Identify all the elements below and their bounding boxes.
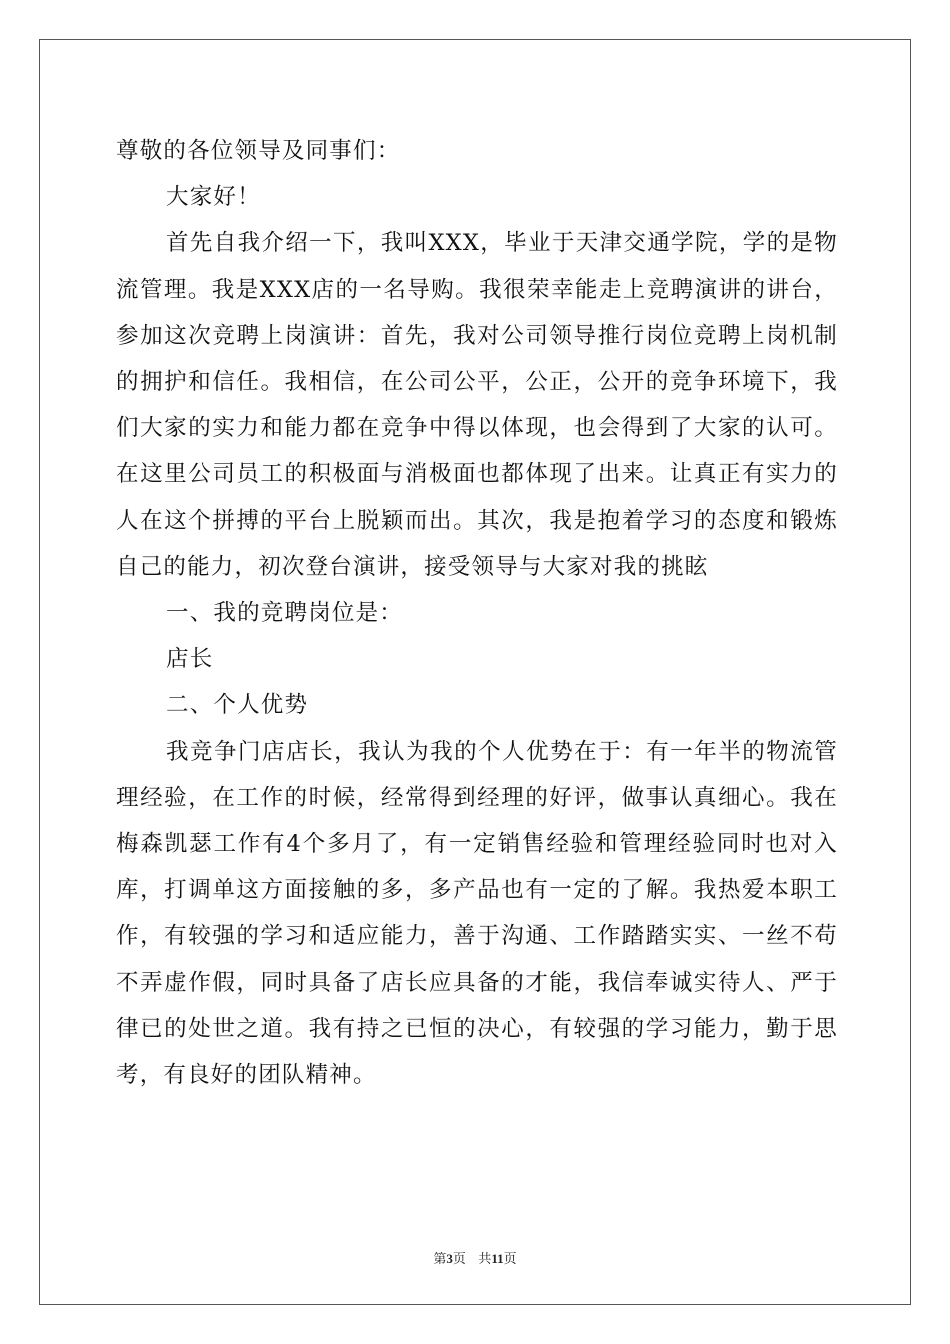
total-suffix: 页 (503, 1252, 517, 1267)
salutation: 尊敬的各位领导及同事们： (116, 138, 401, 164)
greeting: 大家好！ (166, 184, 261, 211)
advantages-paragraph: 我竞争门店店长，我认为我的个人优势在于：有一年半的物流管理经验，在工作的时候，经常得到经理的好评，做事认真细心。我在梅森凯瑟工作有4个多月了，有一定销售经验和管理经验同时也对入库，打调单这方面接触的多，多产品也有一定的了解。我热爱本职工作，有较强的学习和适应能力，善于沟通、工作踏踏实实、一丝不苟不弄虚作假，同时具备了店长应具备的才能，我信奉诚实待人、严于律已的处世之道。我有持之已恒的决心，有较强的学习能力，勤于思考，有良好的团队精神。 (116, 738, 838, 1089)
section-heading-position: 一、我的竞聘岗位是： (166, 600, 404, 627)
total-prefix: 共 (478, 1252, 492, 1267)
intro-paragraph: 首先自我介绍一下，我叫XXX，毕业于天津交通学院，学的是物流管理。我是XXX店的一名导购。我很荣幸能走上竞聘演讲的讲台，参加这次竞聘上岗演讲：首先，我对公司领导推行岗位竞聘上岗机制的拥护和信任。我相信，在公司公平，公正，公开的竞争环境下，我们大家的实力和能力都在竞争中得以体现，也会得到了大家的认可。在这里公司员工的积极面与消极面也都体现了出来。让真正有实力的人在这个拼搏的平台上脱颖而出。其次，我是抱着学习的态度和锻炼自己的能力，初次登台演讲，接受领导与大家对我的挑眩 (116, 230, 838, 580)
page-suffix: 页 (452, 1252, 466, 1267)
position-value: 店长 (166, 646, 214, 673)
page-prefix: 第 (433, 1252, 447, 1267)
document-body (116, 128, 838, 1098)
section-heading-advantages: 二、个人优势 (166, 692, 309, 719)
page-footer (0, 1248, 950, 1267)
page-number: 3 (446, 1251, 453, 1266)
total-pages: 11 (491, 1251, 504, 1266)
